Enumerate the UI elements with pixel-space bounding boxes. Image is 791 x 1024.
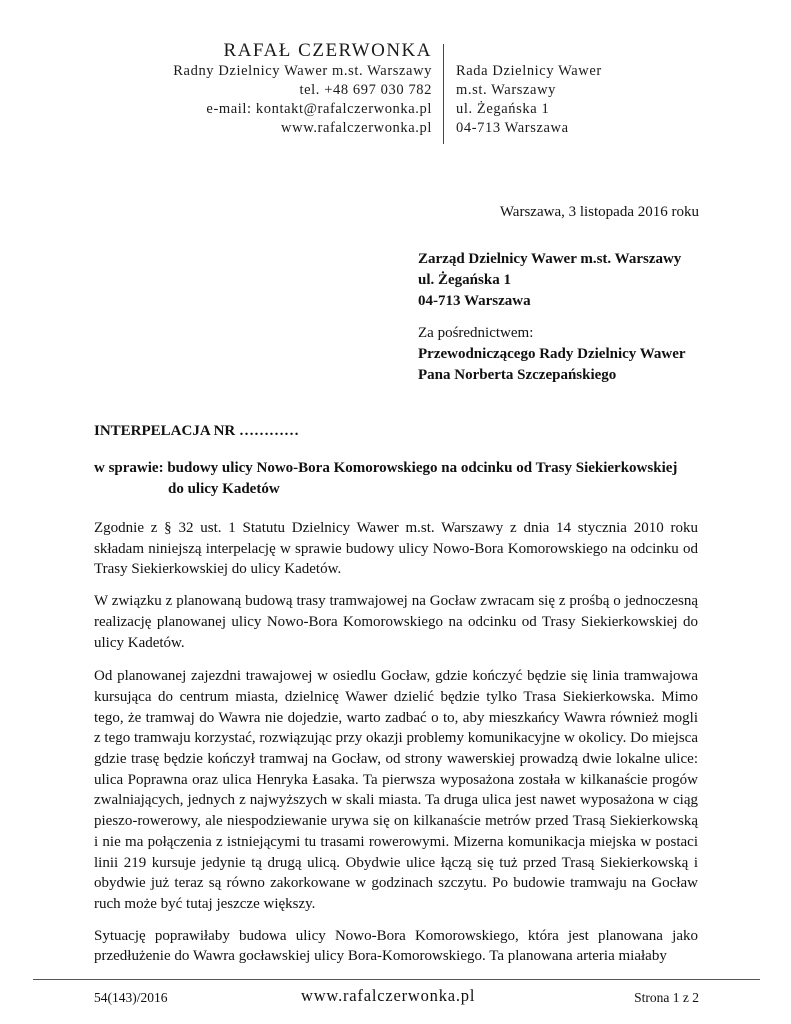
via-label: Za pośrednictwem:	[418, 325, 534, 341]
body-paragraph-1: Zgodnie z § 32 ust. 1 Statutu Dzielnicy Wawer m.st. Warszawy z dnia 14 stycznia 2010 roku składam niniejszą interpelację w sprawie budowy ulicy Nowo-Bora Komorowskiego na odcinku od Trasy Siekierkowskiej do ulicy Kadetów.	[94, 520, 698, 578]
body-paragraph-3: Od planowanej zajezdni trawajowej w osiedlu Gocław, gdzie kończyć będzie się linia tramwajowa kursująca do centrum miasta, dzielnicę Wawer dzielić będzie tylko Trasa Siekierkowska. Mimo tego, że tramwaj do Wawra nie dojedzie, warto zadbać o to, aby mieszkańcy Wawra również mogli z tego tramwaju korzystać, rozwiązując przy okazji problemy komunikacyjne w okolicy. Do miejsca gdzie trasę będzie kończył tramwaj na Gocław, od strony wawerskiej prowadzą dwie lokalne ulice: ulica Poprawna oraz ulica Henryka Łasaka. Ta pierwsza wyposażona została w kilkanaście progów zwalniających, jednych z najwyższych w skali miasta. Ta druga ulica jest nawet wyposażona w ciąg pieszo-rowerowy, ale niespodziewanie urywa się on kilkanaście metrów przed Trasą Siekierkowską i nie ma połączenia z istniejącymi tu trasami rowerowymi. Mizerna komunikacja miejska w postaci linii 219 kursuje jedynie tą drugą ulicą. Obydwie ulice łączą się tuż przed Trasą Siekierkowską i obydwie już teraz są równo zakorkowane w godzinach szczytu. Po budowie tramwaju na Gocław ruch może być tutaj jeszcze większy.	[94, 668, 698, 912]
subject-line-1: w sprawie: budowy ulicy Nowo-Bora Komorowskiego na odcinku od Trasy Siekierkowskiej	[94, 460, 678, 476]
sender-role: Radny Dzielnicy Wawer m.st. Warszawy	[173, 63, 432, 79]
office-line-2: m.st. Warszawy	[456, 82, 556, 98]
subject-block	[94, 458, 714, 500]
body-paragraph-2: W związku z planowaną budową trasy tramwajowej na Gocław zwracam się z prośbą o jednoczesną realizację planowanej ulicy Nowo-Bora Komorowskiego na odcinku od Trasy Siekierkowskiej do ulicy Kadetów.	[94, 593, 698, 651]
sender-website: www.rafalczerwonka.pl	[281, 120, 432, 136]
subject-line-2: do ulicy Kadetów	[168, 481, 280, 497]
recipient-line-2: ul. Żegańska 1	[418, 272, 511, 288]
recipient-line-3: 04-713 Warszawa	[418, 293, 531, 309]
footer-website: www.rafalczerwonka.pl	[301, 986, 476, 1005]
letterhead-sender	[173, 40, 432, 138]
footer-divider	[33, 979, 760, 980]
office-line-4: 04-713 Warszawa	[456, 120, 569, 136]
recipient-line-1: Zarząd Dzielnicy Wawer m.st. Warszawy	[418, 251, 682, 267]
footer-reference: 54(143)/2016	[94, 990, 168, 1005]
letter-date: Warszawa, 3 listopada 2016 roku	[499, 204, 699, 220]
sender-phone: tel. +48 697 030 782	[299, 82, 432, 98]
via-line-2: Pana Norberta Szczepańskiego	[418, 367, 617, 383]
sender-name: RAFAŁ CZERWONKA	[223, 40, 432, 61]
footer-page-number: Strona 1 z 2	[634, 990, 699, 1005]
letterhead-office	[456, 62, 602, 138]
office-line-3: ul. Żegańska 1	[456, 101, 550, 117]
body-paragraph-4: Sytuację poprawiłaby budowa ulicy Nowo-Bora Komorowskiego, która jest planowana jako przedłużenie do Wawra gocławskiej ulicy Bora-Komorowskiego. Ta planowana arteria miałaby	[94, 927, 698, 965]
recipient-block	[418, 249, 686, 386]
office-line-1: Rada Dzielnicy Wawer	[456, 63, 602, 79]
sender-email: e-mail: kontakt@rafalczerwonka.pl	[206, 101, 432, 117]
letterhead-divider	[443, 44, 444, 144]
interpelation-title: INTERPELACJA NR …………	[94, 423, 300, 439]
via-line-1: Przewodniczącego Rady Dzielnicy Wawer	[418, 346, 686, 362]
letter-body	[94, 518, 698, 978]
